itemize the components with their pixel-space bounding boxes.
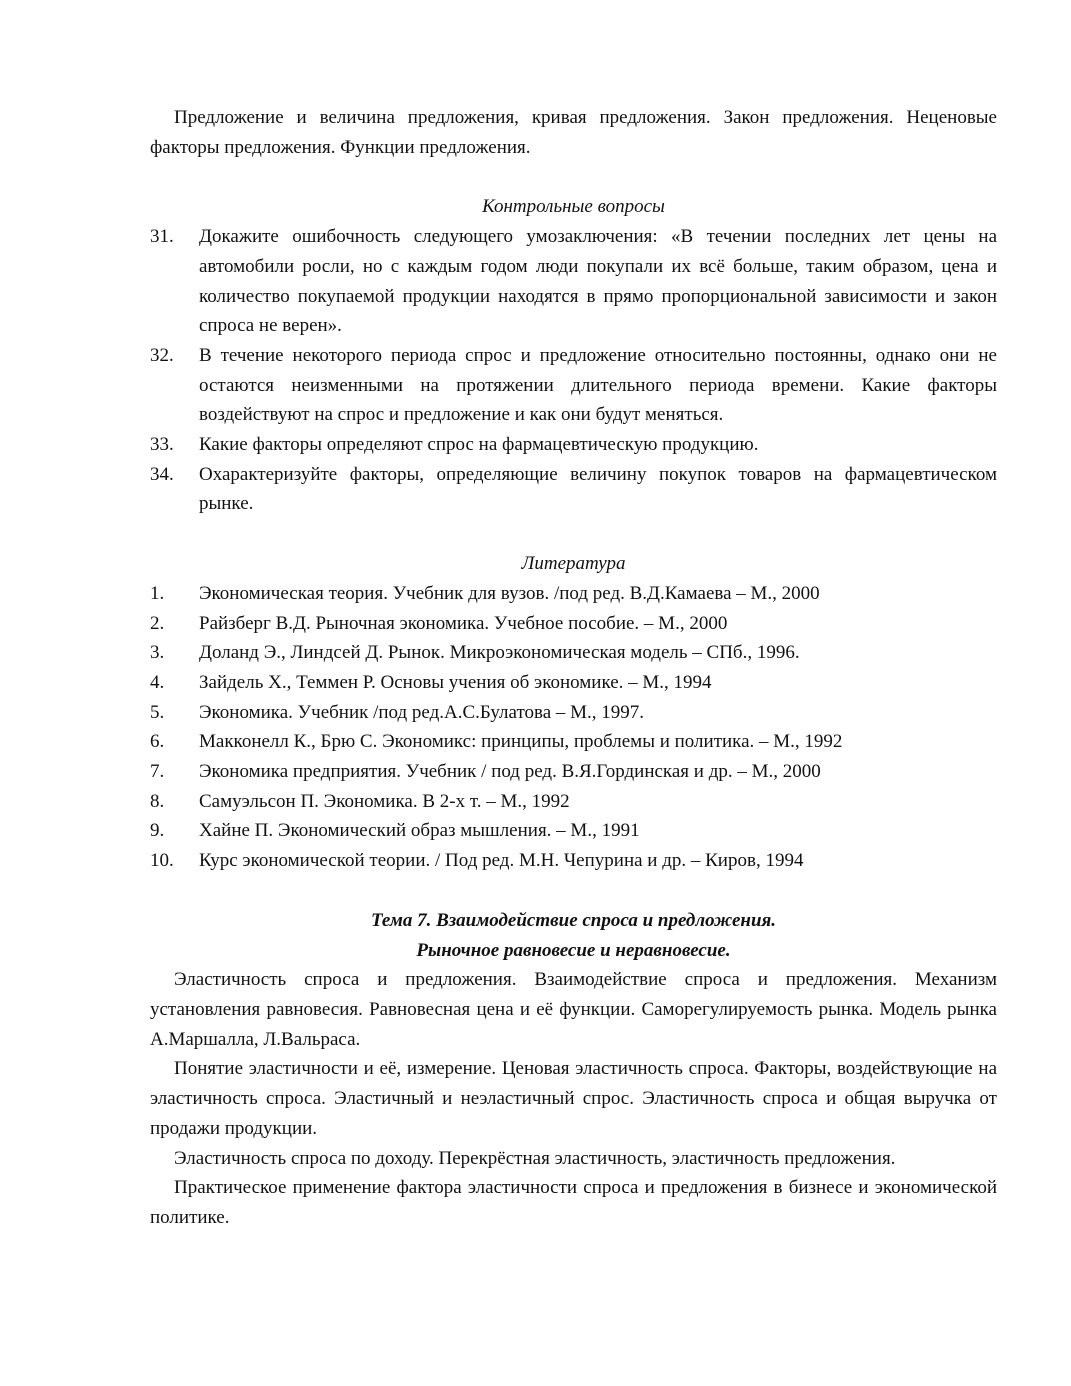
literature-text: Доланд Э., Линдсей Д. Рынок. Микроэкономическая модель – СПб., 1996. [199,642,800,664]
literature-item [150,609,997,639]
literature-item [150,698,997,728]
question-number: 34. [150,463,174,485]
literature-number: 4. [150,671,165,693]
literature-item [150,846,997,876]
literature-list [150,579,997,876]
topic-title-line-2: Рыночное равновесие и неравновесие. [416,939,731,961]
literature-item [150,816,997,846]
literature-text: Макконелл К., Брю С. Экономикс: принципы, проблемы и политика. – М., 1992 [199,731,843,753]
literature-number: 8. [150,790,165,812]
literature-number: 3. [150,642,165,664]
question-item [150,341,997,430]
topic-paragraph: Эластичность спроса и предложения. Взаимодействие спроса и предложения. Механизм установления равновесия. Равновесная цена и её функции. Саморегулируемость рынка. Модель рынка А.Маршалла, Л.Вальраса. [150,969,997,1050]
topic-paragraph: Эластичность спроса по доходу. Перекрёстная эластичность, эластичность предложения. [174,1147,896,1169]
questions-heading: Контрольные вопросы [482,196,665,218]
literature-text: Зайдель Х., Теммен Р. Основы учения об экономике. – М., 1994 [199,671,712,693]
literature-text: Хайне П. Экономический образ мышления. – М., 1991 [199,820,640,842]
literature-item [150,638,997,668]
spacer [150,162,997,192]
literature-text: Экономика. Учебник /под ред.А.С.Булатова – М., 1997. [199,701,645,723]
spacer [150,876,997,906]
literature-number: 6. [150,731,165,753]
topic-title-line-1: Тема 7. Взаимодействие спроса и предложения. [370,909,777,931]
literature-number: 2. [150,612,165,634]
question-text: Докажите ошибочность следующего умозаключения: «В течении последних лет цены на автомобили росли, но с каждым годом люди покупали их всё больше, таким образом, цена и количество покупаемой продукции находятся в прямо пропорциональной зависимости и закон спроса не верен». [199,226,997,337]
literature-item [150,579,997,609]
literature-item [150,727,997,757]
question-number: 31. [150,226,174,248]
literature-text: Экономика предприятия. Учебник / под ред. В.Я.Гординская и др. – М., 2000 [199,761,821,783]
literature-number: 1. [150,582,165,604]
questions-list [150,222,997,519]
document-page [150,103,997,1233]
literature-item [150,757,997,787]
intro-paragraph: Предложение и величина предложения, кривая предложения. Закон предложения. Неценовые факторы предложения. Функции предложения. [150,107,997,158]
question-text: Охарактеризуйте факторы, определяющие величину покупок товаров на фармацевтическом рынке. [199,463,997,515]
literature-number: 7. [150,761,165,783]
literature-text: Экономическая теория. Учебник для вузов. /под ред. В.Д.Камаева – М., 2000 [199,582,820,604]
literature-text: Курс экономической теории. / Под ред. М.Н. Чепурина и др. – Киров, 1994 [199,850,804,872]
question-text: В течение некоторого периода спрос и предложение относительно постоянны, однако они не остаются неизменными на протяжении длительного периода времени. Какие факторы воздействуют на спрос и предложение и как они будут меняться. [199,344,997,426]
literature-item [150,668,997,698]
question-number: 33. [150,434,174,456]
question-item [150,430,997,460]
question-number: 32. [150,344,174,366]
spacer [150,519,997,549]
literature-item [150,787,997,817]
topic-paragraph: Практическое применение фактора эластичности спроса и предложения в бизнесе и экономической политике. [150,1177,997,1228]
topic-paragraph: Понятие эластичности и её, измерение. Ценовая эластичность спроса. Факторы, воздействующие на эластичность спроса. Эластичный и неэластичный спрос. Эластичность спроса и общая выручка от продажи продукции. [150,1058,997,1139]
literature-number: 5. [150,701,165,723]
question-item [150,222,997,341]
literature-number: 9. [150,820,165,842]
question-text: Какие факторы определяют спрос на фармацевтическую продукцию. [199,434,759,456]
literature-heading: Литература [521,553,626,575]
literature-text: Райзберг В.Д. Рыночная экономика. Учебное пособие. – М., 2000 [199,612,728,634]
literature-number: 10. [150,850,174,872]
literature-text: Самуэльсон П. Экономика. В 2-х т. – М., 1992 [199,790,570,812]
question-item [150,460,997,519]
